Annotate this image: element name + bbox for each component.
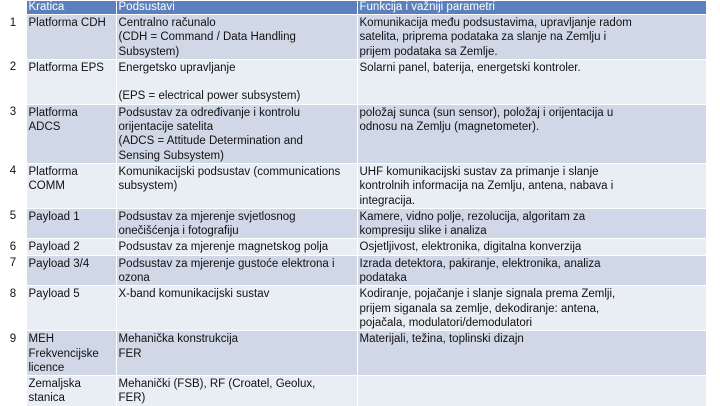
header-kratica: Kratica: [26, 1, 116, 15]
row-kratica-text: Payload 1: [28, 210, 80, 223]
row-kratica-text: Platforma EPS: [28, 61, 104, 74]
row-funkcija-text: Materijali, težina, toplinski dizajn: [359, 333, 524, 346]
row-funkcija: [357, 255, 706, 286]
row-funkcija-text: položaj sunca (sun sensor), položaj i orijentacija u odnosu na Zemlju (magnetometer).: [359, 106, 614, 134]
row-kratica: [26, 239, 116, 255]
row-podsustav-text: Podsustav za mjerenje gustoće elektrona i ozona: [118, 257, 335, 285]
row-kratica-text: Payload 3/4: [28, 257, 90, 270]
row-podsustav-text: Podsustav za određivanje i kontrolu orijentacije satelita (ADCS = Attitude Determination and Sensing Subsystem): [118, 106, 303, 162]
row-kratica: [26, 376, 116, 406]
row-podsustav-text: Centralno računalo (CDH = Command / Data Handling Subsystem): [118, 17, 296, 58]
row-kratica-text: Payload 5: [28, 288, 80, 301]
table-row: [26, 208, 706, 239]
row-number: 6: [9, 240, 17, 253]
row-kratica-text: MEH Frekvencijske licence: [28, 333, 99, 374]
row-podsustav: [116, 331, 357, 376]
row-funkcija: [357, 286, 706, 331]
row-funkcija-text: Izrada detektora, pakiranje, elektronika, analiza podataka: [359, 257, 601, 285]
row-podsustav-text: Mehanička konstrukcija FER: [118, 333, 239, 360]
row-podsustav: [116, 59, 357, 104]
header-funkcija: Funkcija i važniji parametri: [357, 1, 706, 15]
row-funkcija: [357, 208, 706, 239]
row-funkcija: [357, 59, 706, 104]
table-row: [26, 286, 706, 331]
row-funkcija: [357, 376, 706, 406]
row-kratica: [26, 59, 116, 104]
row-number-column: [0, 0, 26, 406]
header-podsustavi: Podsustavi: [116, 1, 357, 15]
row-kratica-text: Zemaljska stanica: [28, 378, 81, 405]
row-number: 9: [9, 332, 17, 345]
row-number: 4: [9, 165, 17, 178]
row-kratica: [26, 163, 116, 208]
row-kratica: [26, 104, 116, 163]
row-podsustav: [116, 163, 357, 208]
subsystems-table: [26, 0, 706, 406]
table-row: [26, 15, 706, 60]
row-funkcija-text: UHF komunikacijski sustav za primanje i slanje kontrolnih informacija na Zemlju, antena, nabava i integracija.: [359, 165, 614, 207]
table-row: [26, 376, 706, 406]
row-podsustav-text: Mehanički (FSB), RF (Croatel, Geolux, FER): [118, 378, 316, 405]
row-kratica-text: Payload 2: [28, 241, 80, 254]
row-funkcija-text: Solarni panel, baterija, energetski kontroler.: [359, 61, 581, 74]
row-podsustav: [116, 286, 357, 331]
row-kratica: [26, 208, 116, 239]
row-funkcija-text: Osjetljivost, elektronika, digitalna konverzija: [359, 241, 582, 254]
row-funkcija: [357, 163, 706, 208]
row-kratica-text: Platforma ADCS: [28, 106, 78, 134]
row-kratica-text: Platforma CDH: [28, 17, 106, 29]
row-podsustav: [116, 376, 357, 406]
table-header-row: [26, 1, 706, 15]
table-row: [26, 239, 706, 255]
row-funkcija: [357, 15, 706, 60]
row-kratica-text: Platforma COMM: [28, 165, 78, 193]
row-number: 3: [9, 106, 17, 119]
table-row: [26, 59, 706, 104]
row-number: 8: [9, 287, 17, 300]
row-number: 7: [9, 257, 17, 270]
row-podsustav: [116, 255, 357, 286]
row-funkcija: [357, 239, 706, 255]
row-funkcija-text: Kodiranje, pojačanje i slanje signala prema Zemlji, prijem siganala sa zemlje, dekodiranje: antena, pojačala, modulatori/demodulatori: [359, 288, 616, 329]
row-podsustav: [116, 208, 357, 239]
row-kratica: [26, 255, 116, 286]
row-funkcija: [357, 331, 706, 376]
row-kratica: [26, 331, 116, 376]
table-row: [26, 331, 706, 376]
row-funkcija-text: Kamere, vidno polje, rezolucija, algoritam za kompresiju slike i analiza: [359, 210, 586, 238]
row-podsustav-text: X-band komunikacijski sustav: [118, 288, 270, 301]
row-funkcija: [357, 104, 706, 163]
row-number: 1: [9, 16, 17, 29]
row-number: 2: [9, 61, 17, 74]
table-row: [26, 163, 706, 208]
row-podsustav-text: Komunikacijski podsustav (communications subsystem): [118, 165, 341, 193]
row-podsustav: [116, 15, 357, 60]
row-podsustav: [116, 104, 357, 163]
table-row: [26, 255, 706, 286]
row-podsustav: [116, 239, 357, 255]
row-podsustav-text: Podsustav za mjerenje magnetskog polja: [118, 241, 329, 254]
row-podsustav-text: Energetsko upravljanje (EPS = electrical power subsystem): [118, 61, 301, 103]
row-kratica: [26, 15, 116, 60]
table-row: [26, 104, 706, 163]
row-funkcija-text: Komunikacija među podsustavima, upravljanje radom satelita, priprema podataka za slanje na Zemlju i prijem podataka sa Zemlje.: [359, 17, 632, 58]
row-podsustav-text: Podsustav za mjerenje svjetlosnog onečišćenja i fotografiju: [118, 210, 296, 238]
row-number: 5: [9, 210, 17, 223]
row-kratica: [26, 286, 116, 331]
